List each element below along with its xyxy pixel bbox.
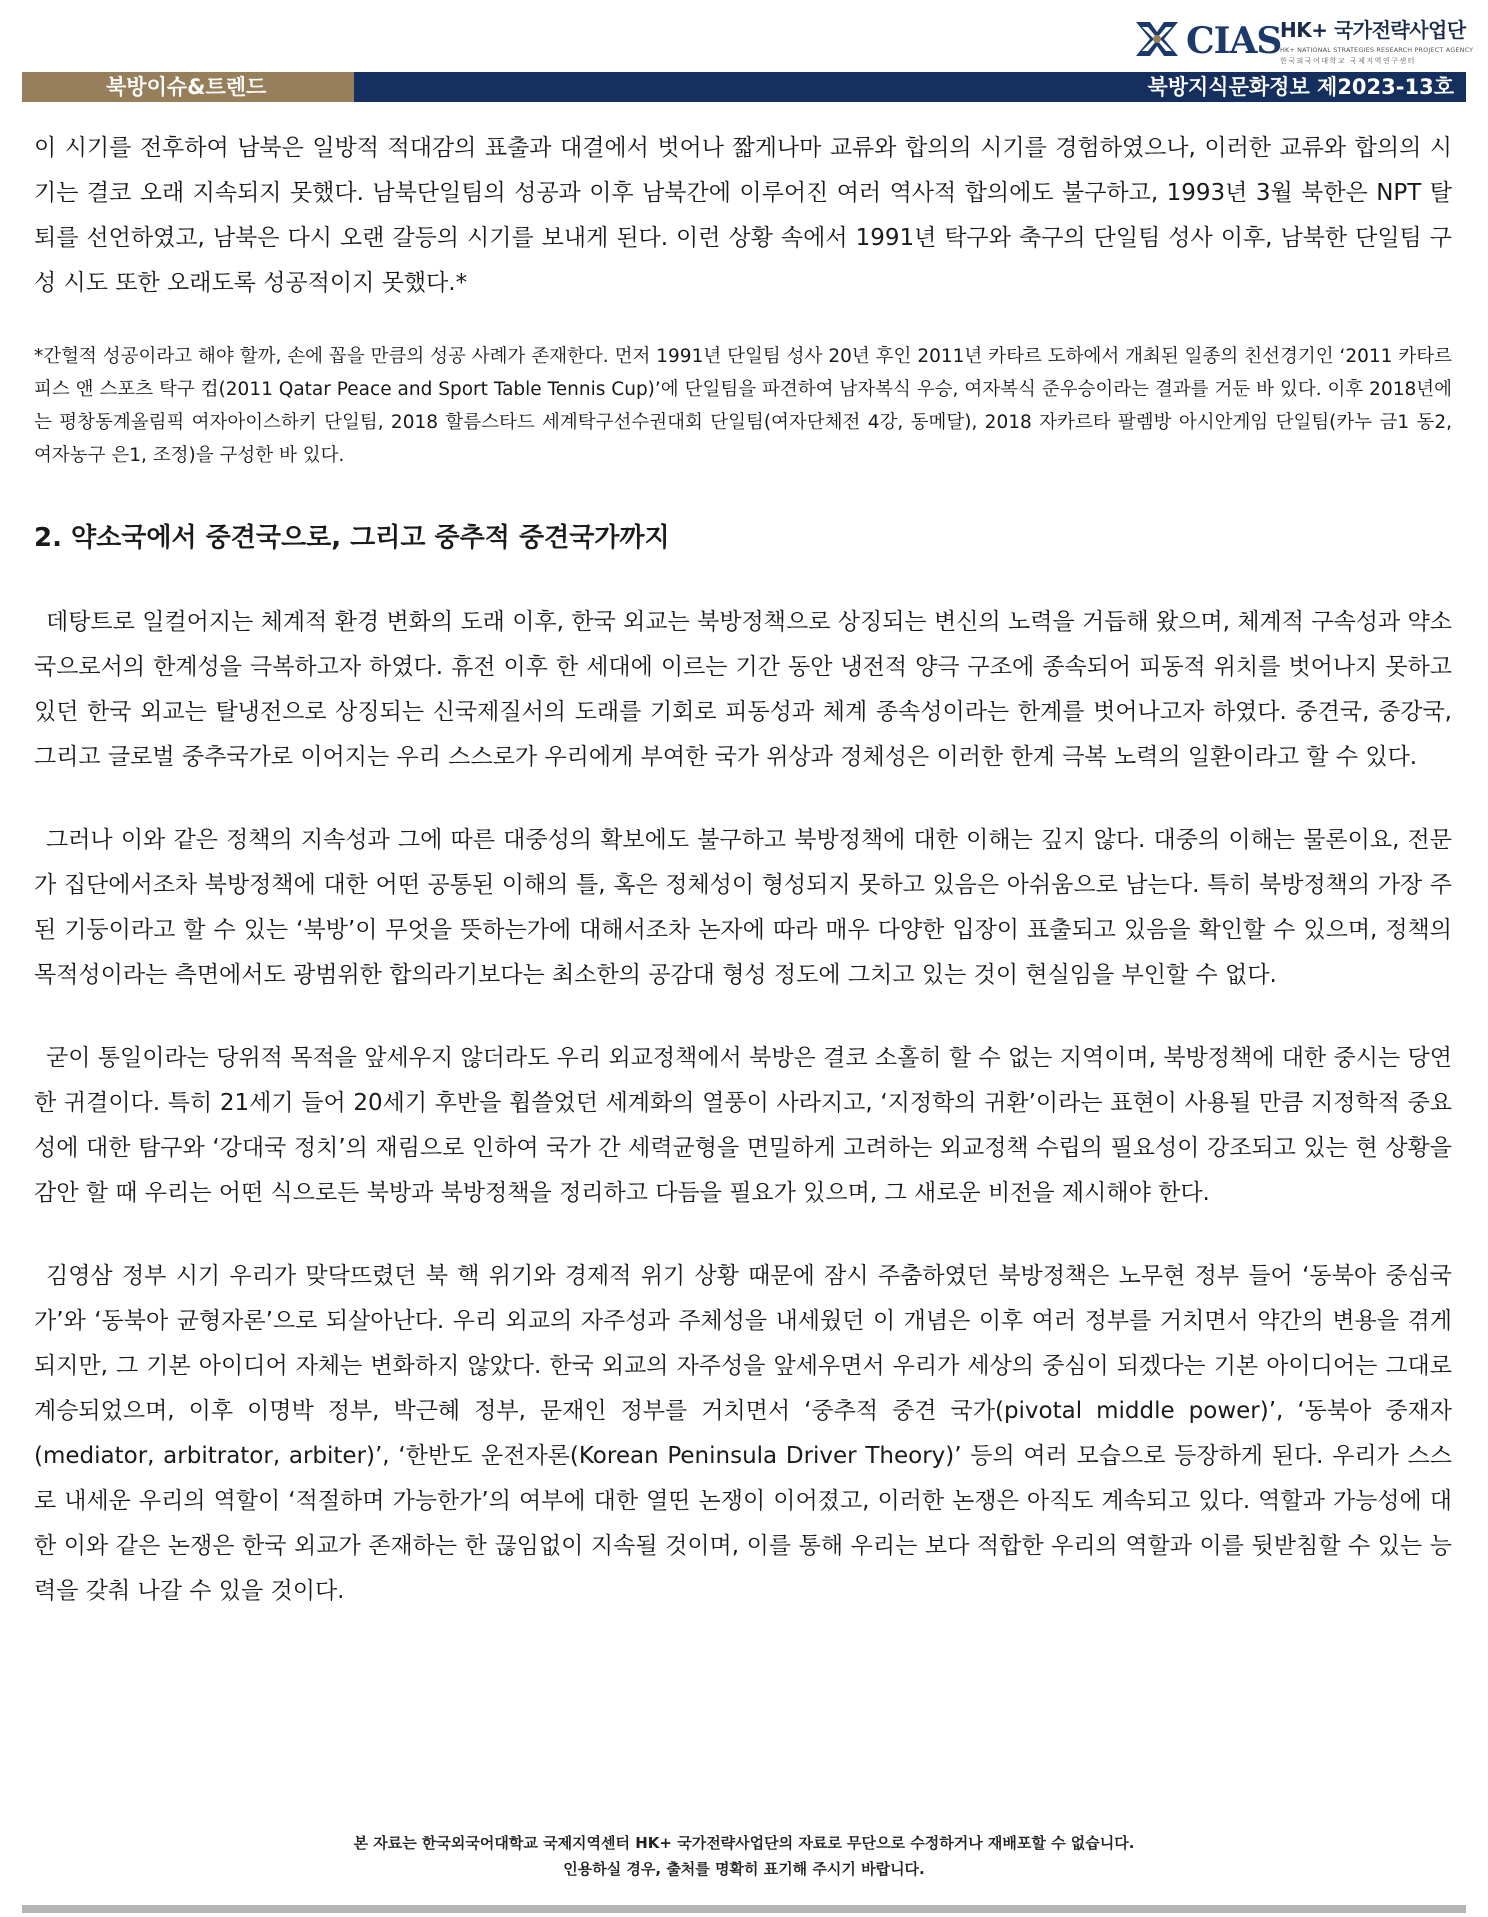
header-bar <box>22 72 1466 102</box>
section-title: 2. 약소국에서 중견국으로, 그리고 중추적 중견국가까지 <box>34 523 670 553</box>
cias-logo <box>1132 14 1474 66</box>
paragraph-3: 그러나 이와 같은 정책의 지속성과 그에 따른 대중성의 확보에도 불구하고 북방정책에 대한 이해는 깊지 않다. 대중의 이해는 물론이요, 전문가 집단에서조차 북방정책에 대한 어떤 공통된 이해의 틀, 혹은 정체성이 형성되지 못하고 있음은 아쉬움으로 남는다. 특히 북방정책의 가장 주된 기둥이라고 할 수 있는 ‘북방’이 무엇을 뜻하는가에 대해서조차 논자에 따라 매우 다양한 입장이 표출되고 있음을 확인할 수 있으며, 정책의 목적성이라는 측면에서도 광범위한 합의라기보다는 최소한의 공감대 형성 정도에 그치고 있는 것이 현실임을 부인할 수 없다. <box>34 827 1452 988</box>
org-name: HK+ 국가전략사업단 <box>1280 18 1466 42</box>
footer-citation: 인용하실 경우, 출처를 명확히 표기해 주시기 바랍니다. <box>563 1860 925 1878</box>
footnote: *간헐적 성공이라고 해야 할까, 손에 꼽을 만큼의 성공 사례가 존재한다. 먼저 1991년 단일팀 성사 20년 후인 2011년 카타르 도하에서 개최된 일종의 친선경기인 ‘2011 카타르 피스 앤 스포츠 탁구 컵(2011 Qatar Peace and Sport Table Tennis Cup)’에 단일팀을 파견하여 남자복식 우승, 여자복식 준우승이라는 결과를 거둔 바 있다. 이후 2018년에는 평창동계올림픽 여자아이스하키 단일팀, 2018 할름스타드 세계탁구선수권대회 단일팀(여자단체전 4강, 동메달), 2018 자카르타 팔렘방 아시안게임 단일팀(카누 금1 동2, 여자농구 은1, 조정)을 구성한 바 있다. <box>34 346 1452 466</box>
footer-notice: 본 자료는 한국외국어대학교 국제지역센터 HK+ 국가전략사업단의 자료로 무단으로 수정하거나 재배포할 수 없습니다. <box>353 1834 1135 1852</box>
issue-label: 북방지식문화정보 제2023-13호 <box>354 72 1466 102</box>
org-subtitle-kr: 한국외국어대학교 국제지역연구센터 <box>1280 57 1416 65</box>
paragraph-4: 굳이 통일이라는 당위적 목적을 앞세우지 않더라도 우리 외교정책에서 북방은 결코 소홀히 할 수 없는 지역이며, 북방정책에 대한 중시는 당연한 귀결이다. 특히 21세기 들어 20세기 후반을 휩쓸었던 세계화의 열풍이 사라지고, ‘지정학의 귀환’이라는 표현이 사용될 만큼 지정학적 중요성에 대한 탐구와 ‘강대국 정치’의 재림으로 인하여 국가 간 세력균형을 면밀하게 고려하는 외교정책 수립의 필요성이 강조되고 있는 현 상황을 감안 할 때 우리는 어떤 식으로든 북방과 북방정책을 정리하고 다듬을 필요가 있으며, 그 새로운 비전을 제시해야 한다. <box>34 1045 1452 1206</box>
logo-wordmark: CIAS <box>1186 20 1282 62</box>
org-subtitle-en: HK+ NATIONAL STRATEGIES RESEARCH PROJECT AGENCY <box>1280 46 1474 54</box>
document-body <box>34 126 1452 1614</box>
paragraph-5: 김영삼 정부 시기 우리가 맞닥뜨렸던 북 핵 위기와 경제적 위기 상황 때문에 잠시 주춤하였던 북방정책은 노무현 정부 들어 ‘동북아 중심국가’와 ‘동북아 균형자론’으로 되살아난다. 우리 외교의 자주성과 주체성을 내세웠던 이 개념은 이후 여러 정부를 거치면서 약간의 변용을 겪게 되지만, 그 기본 아이디어 자체는 변화하지 않았다. 한국 외교의 자주성을 앞세우면서 우리가 세상의 중심이 되겠다는 기본 아이디어는 그대로 계승되었으며, 이후 이명박 정부, 박근혜 정부, 문재인 정부를 거치면서 ‘중추적 중견 국가(pivotal middle power)’, ‘동북아 중재자(mediator, arbitrator, arbiter)’, ‘한반도 운전자론(Korean Peninsula Driver Theory)’ 등의 여러 모습으로 등장하게 된다. 우리가 스스로 내세운 우리의 역할이 ‘적절하며 가능한가’의 여부에 대한 열띤 논쟁이 이어졌고, 이러한 논쟁은 아직도 계속되고 있다. 역할과 가능성에 대한 이와 같은 논쟁은 한국 외교가 존재하는 한 끊임없이 지속될 것이며, 이를 통해 우리는 보다 적합한 우리의 역할과 이를 뒷받침할 수 있는 능력을 갖춰 나갈 수 있을 것이다. <box>34 1263 1452 1604</box>
paragraph-2: 데탕트로 일컬어지는 체계적 환경 변화의 도래 이후, 한국 외교는 북방정책으로 상징되는 변신의 노력을 거듭해 왔으며, 체계적 구속성과 약소국으로서의 한계성을 극복하고자 하였다. 휴전 이후 한 세대에 이르는 기간 동안 냉전적 양극 구조에 종속되어 피동적 위치를 벗어나지 못하고 있던 한국 외교는 탈냉전으로 상징되는 신국제질서의 도래를 기회로 피동성과 체계 종속성이라는 한계를 벗어나고자 하였다. 중견국, 중강국, 그리고 글로벌 중추국가로 이어지는 우리 스스로가 우리에게 부여한 국가 위상과 정체성은 이러한 한계 극복 노력의 일환이라고 할 수 있다. <box>34 609 1452 770</box>
bottom-divider <box>22 1905 1466 1913</box>
paragraph-1: 이 시기를 전후하여 남북은 일방적 적대감의 표출과 대결에서 벗어나 짧게나마 교류와 합의의 시기를 경험하였으나, 이러한 교류와 합의의 시기는 결코 오래 지속되지 못했다. 남북단일팀의 성공과 이후 남북간에 이루어진 여러 역사적 합의에도 불구하고, 1993년 3월 북한은 NPT 탈퇴를 선언하였고, 남북은 다시 오랜 갈등의 시기를 보내게 된다. 이런 상황 속에서 1991년 탁구와 축구의 단일팀 성사 이후, 남북한 단일팀 구성 시도 또한 오래도록 성공적이지 못했다.* <box>34 135 1452 296</box>
cias-emblem-icon <box>1132 16 1182 62</box>
section-label: 북방이슈&트렌드 <box>22 72 354 102</box>
footer <box>0 1830 1488 1882</box>
